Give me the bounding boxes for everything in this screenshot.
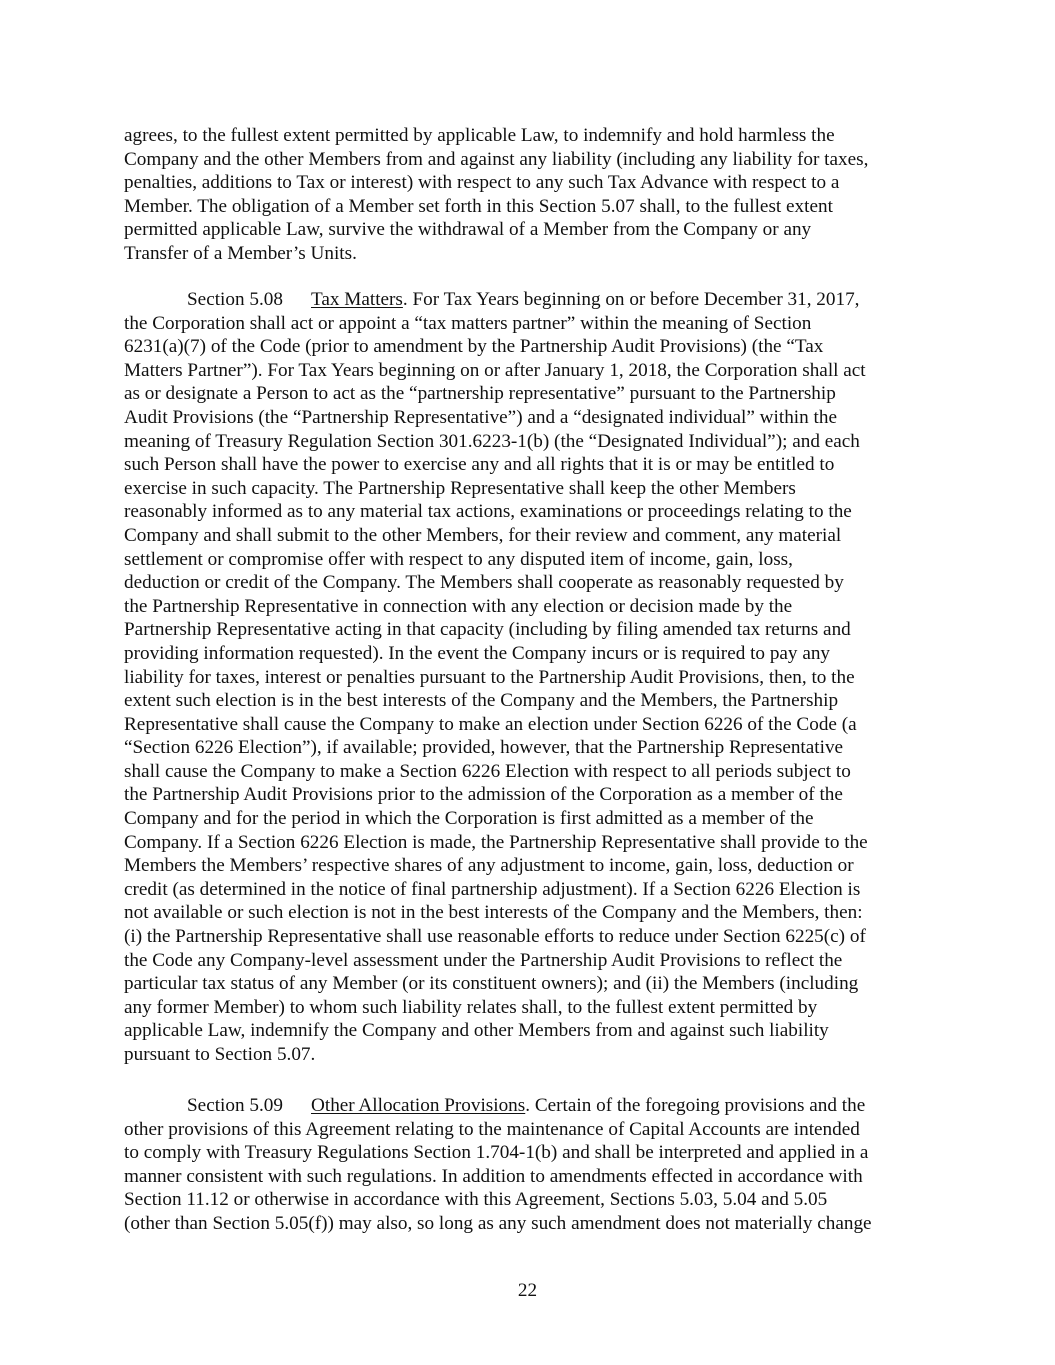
text-line: Members the Members’ respective shares of any adjustment to income, gain, loss, deduction or: [124, 855, 854, 877]
text-line: not available or such election is not in the best interests of the Company and the Members, then:: [124, 902, 863, 924]
text-line: 6231(a)(7) of the Code (prior to amendment by the Partnership Audit Provisions) (the “Tax: [124, 336, 824, 358]
text-line: Partnership Representative acting in that capacity (including by filing amended tax returns and: [124, 619, 851, 641]
text-line: settlement or compromise offer with respect to any disputed item of income, gain, loss,: [124, 548, 793, 570]
text-line: extent such election is in the best interests of the Company and the Members, the Partnership: [124, 690, 839, 712]
text-line: . For Tax Years beginning on or before December 31, 2017,: [402, 289, 860, 310]
section-title: Tax Matters: [311, 289, 403, 310]
text-line: such Person shall have the power to exercise any and all rights that it is or may be entitled to: [124, 454, 835, 476]
section-heading-line: [124, 1094, 944, 1118]
text-line: as or designate a Person to act as the “partnership representative” pursuant to the Partnership: [124, 383, 836, 405]
page-number: 22: [517, 1280, 538, 1301]
section-title: Other Allocation Provisions: [311, 1095, 526, 1116]
text-line: penalties, additions to Tax or interest) with respect to any such Tax Advance with respect to a: [124, 172, 840, 194]
text-line: . Certain of the foregoing provisions and the: [525, 1095, 866, 1116]
text-line: liability for taxes, interest or penalties pursuant to the Partnership Audit Provisions, then, to the: [124, 666, 855, 688]
text-line: “Section 6226 Election”), if available; provided, however, that the Partnership Representative: [124, 737, 844, 759]
text-line: the Partnership Representative in connection with any election or decision made by the: [124, 595, 793, 617]
paragraph-section-5-07-continuation: [124, 124, 944, 266]
text-line: (other than Section 5.05(f)) may also, so long as any such amendment does not materially change: [124, 1212, 872, 1234]
text-line: (i) the Partnership Representative shall use reasonable efforts to reduce under Section 6225(c) of: [124, 926, 866, 948]
text-line: other provisions of this Agreement relating to the maintenance of Capital Accounts are intended: [124, 1118, 860, 1140]
paragraph-section-5-09: [124, 1094, 944, 1236]
paragraph-section-5-08: [124, 288, 944, 1067]
text-line: pursuant to Section 5.07.: [124, 1044, 316, 1065]
text-line: agrees, to the fullest extent permitted by applicable Law, to indemnify and hold harmless the: [124, 125, 835, 146]
text-line: meaning of Treasury Regulation Section 301.6223-1(b) (the “Designated Individual”); and each: [124, 430, 860, 452]
text-line: reasonably informed as to any material tax actions, examinations or proceedings relating to the: [124, 501, 852, 523]
text-line: any former Member) to whom such liability relates shall, to the fullest extent permitted by: [124, 996, 818, 1018]
text-line: to comply with Treasury Regulations Section 1.704-1(b) and shall be interpreted and applied in a: [124, 1142, 869, 1164]
text-line: applicable Law, indemnify the Company and other Members from and against such liability: [124, 1020, 829, 1042]
text-line: Company and the other Members from and against any liability (including any liability for taxes,: [124, 148, 869, 170]
text-line: credit (as determined in the notice of final partnership adjustment). If a Section 6226 Election is: [124, 878, 861, 900]
section-number: Section 5.09: [187, 1095, 283, 1116]
text-line: Audit Provisions (the “Partnership Representative”) and a “designated individual” within the: [124, 406, 837, 428]
text-line: shall cause the Company to make a Section 6226 Election with respect to all periods subject to: [124, 760, 851, 782]
text-line: particular tax status of any Member (or its constituent owners); and (ii) the Members (including: [124, 973, 859, 995]
text-line: Company. If a Section 6226 Election is made, the Partnership Representative shall provide to the: [124, 831, 868, 853]
text-line: exercise in such capacity. The Partnership Representative shall keep the other Members: [124, 477, 796, 499]
text-line: Member. The obligation of a Member set forth in this Section 5.07 shall, to the fullest extent: [124, 195, 833, 217]
text-line: Transfer of a Member’s Units.: [124, 242, 357, 264]
text-line: Representative shall cause the Company to make an election under Section 6226 of the Code (a: [124, 713, 857, 735]
text-line: the Code any Company-level assessment under the Partnership Audit Provisions to reflect the: [124, 949, 843, 971]
section-heading-line: [124, 288, 944, 312]
text-line: manner consistent with such regulations. In addition to amendments effected in accordance with: [124, 1165, 863, 1187]
text-line: the Partnership Audit Provisions prior to the admission of the Corporation as a member of the: [124, 784, 843, 806]
text-line: deduction or credit of the Company. The Members shall cooperate as reasonably requested by: [124, 572, 844, 594]
text-line: Company and for the period in which the Corporation is first admitted as a member of the: [124, 808, 814, 830]
text-line: Section 11.12 or otherwise in accordance with this Agreement, Sections 5.03, 5.04 and 5.05: [124, 1189, 828, 1211]
text-line: permitted applicable Law, survive the withdrawal of a Member from the Company or any: [124, 219, 812, 241]
text-line: providing information requested). In the event the Company incurs or is required to pay any: [124, 642, 831, 664]
text-line: Company and shall submit to the other Members, for their review and comment, any material: [124, 524, 842, 546]
text-line: the Corporation shall act or appoint a “tax matters partner” within the meaning of Section: [124, 312, 812, 334]
text-line: Matters Partner”). For Tax Years beginning on or after January 1, 2018, the Corporation shall act: [124, 359, 866, 381]
section-number: Section 5.08: [187, 289, 283, 310]
